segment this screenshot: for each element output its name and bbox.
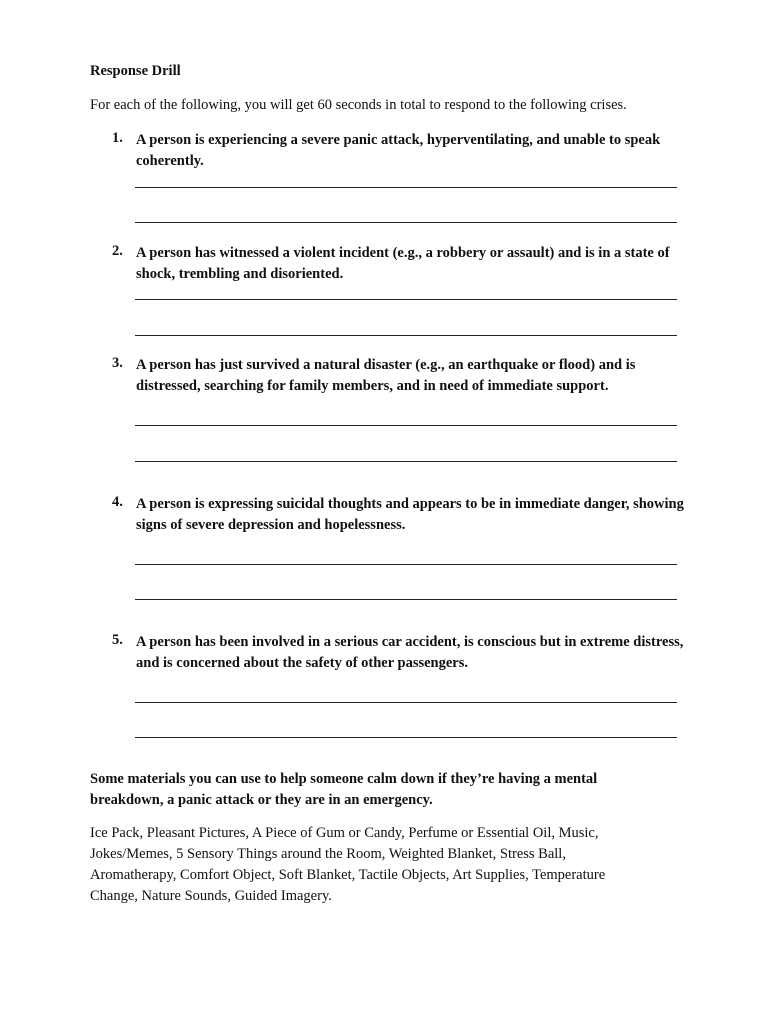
- answer-line-1b[interactable]: [135, 222, 677, 223]
- question-text: A person has witnessed a violent incident (e.g., a robbery or assault) and is in a state of shock, trembling and disoriented.: [136, 245, 670, 282]
- answer-line-2b[interactable]: [135, 335, 677, 336]
- answer-line-4a[interactable]: [135, 564, 677, 565]
- materials-list: Ice Pack, Pleasant Pictures, A Piece of Gum or Candy, Perfume or Essential Oil, Music, Jokes/Memes, 5 Sensory Things around the Room, Weighted Blanket, Stress Ball, Aromatherapy, Comfort Object, Soft Blanket, Tactile Objects, Art Supplies, Temperature Change, Nature Sounds, Guided Imagery.: [90, 825, 606, 904]
- answer-line-3b[interactable]: [135, 461, 677, 462]
- worksheet-heading: Response Drill: [90, 63, 181, 79]
- question-number: 3.: [112, 355, 123, 371]
- question-text: A person is experiencing a severe panic attack, hyperventilating, and unable to speak coherently.: [136, 132, 661, 169]
- instructions-text: For each of the following, you will get 60 seconds in total to respond to the following crises.: [90, 97, 627, 113]
- question-number: 5.: [112, 632, 123, 648]
- materials-heading: Some materials you can use to help someone calm down if they’re having a mental breakdown, a panic attack or they are in an emergency.: [90, 771, 598, 808]
- question-text: A person is expressing suicidal thoughts and appears to be in immediate danger, showing signs of severe depression and hopelessness.: [136, 496, 684, 533]
- question-number: 1.: [112, 130, 123, 146]
- question-number: 2.: [112, 243, 123, 259]
- answer-line-5b[interactable]: [135, 737, 677, 738]
- answer-line-4b[interactable]: [135, 599, 677, 600]
- question-text: A person has just survived a natural disaster (e.g., an earthquake or flood) and is distressed, searching for family members, and in need of immediate support.: [136, 357, 636, 394]
- question-text: A person has been involved in a serious car accident, is conscious but in extreme distress, and is concerned about the safety of other passengers.: [136, 634, 684, 671]
- answer-line-1a[interactable]: [135, 187, 677, 188]
- answer-line-3a[interactable]: [135, 425, 677, 426]
- answer-line-2a[interactable]: [135, 299, 677, 300]
- question-number: 4.: [112, 494, 123, 510]
- answer-line-5a[interactable]: [135, 702, 677, 703]
